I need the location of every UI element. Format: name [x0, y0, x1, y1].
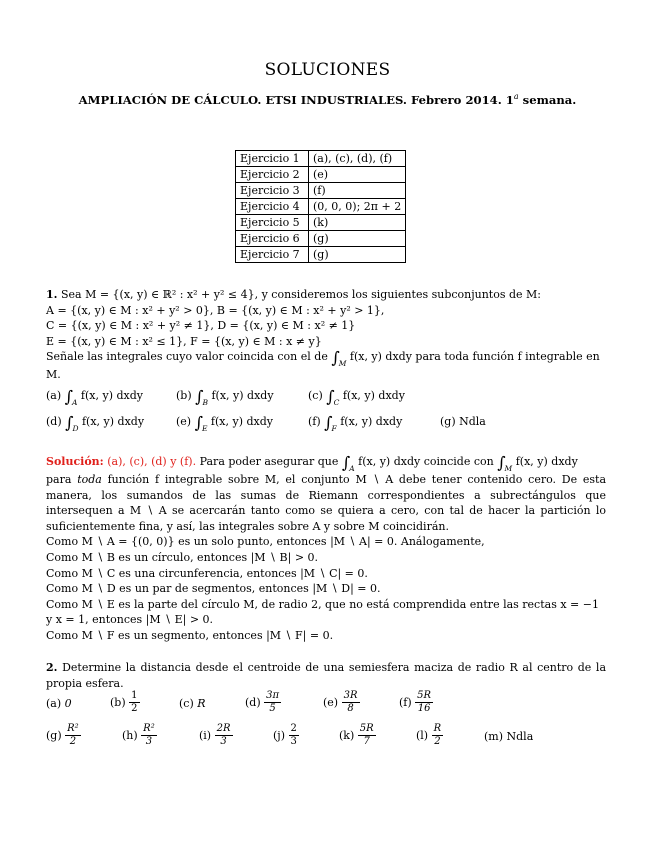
integral-subscript: E — [201, 424, 208, 433]
exercise-label: Ejercicio 3 — [236, 183, 309, 199]
fraction-numerator: 5R — [359, 723, 374, 734]
integral-sign: ∫ — [195, 387, 204, 406]
exercise-answer: (g) — [309, 247, 406, 263]
exercise-answer: (e) — [309, 167, 406, 183]
exercise-label: Ejercicio 5 — [236, 215, 309, 231]
fraction-denominator: 2 — [65, 735, 81, 748]
fraction-numerator: R² — [67, 723, 79, 734]
option-g — [440, 414, 486, 430]
fraction — [289, 723, 299, 748]
solution-1-line: Como M ∖ A = {(0, 0)} es un solo punto, entonces |M ∖ A| = 0. Análogamente, — [46, 535, 485, 549]
option-label: (b) — [176, 389, 192, 402]
option-label: (c) — [308, 389, 323, 402]
fraction-denominator: 3 — [141, 735, 157, 748]
problem-2 — [46, 660, 606, 691]
option-value: R — [197, 697, 206, 710]
table-row — [236, 167, 406, 183]
options-row-2 — [46, 414, 606, 440]
integral-subscript: C — [333, 398, 340, 407]
problem-1-question-end: M. — [46, 368, 61, 382]
options-row-2 — [46, 723, 606, 756]
option-expr: f(x, y) dxdy — [207, 415, 273, 428]
solution-1-line: Como M ∖ F es un segmento, entonces |M ∖ F| = 0. — [46, 628, 334, 642]
option-expr: Ndla — [459, 415, 486, 428]
options-row-1 — [46, 690, 606, 723]
problem-1 — [46, 287, 606, 383]
solution-answer: (a), (c), (d) y (f). — [103, 455, 197, 468]
fraction-denominator: 3 — [290, 736, 297, 747]
paragraph-text: para — [46, 473, 78, 486]
fraction — [129, 690, 139, 715]
option-g — [46, 723, 81, 748]
solution-1-line: Como M ∖ E es la parte del círculo M, de radio 2, que no está comprendida entre las rectas x = −1 — [46, 597, 599, 611]
fraction-denominator: 7 — [358, 735, 376, 748]
option-label: (h) — [122, 728, 138, 742]
option-k — [339, 723, 376, 748]
option-label: (b) — [110, 695, 126, 709]
solution-text: f(x, y) dxdy — [512, 455, 578, 468]
solution-1-head — [46, 454, 606, 472]
option-e — [323, 690, 360, 715]
problem-1-options — [46, 388, 606, 440]
problem-1-number: 1. — [46, 288, 58, 301]
exercise-label: Ejercicio 1 — [236, 151, 309, 167]
problem-2-options — [46, 690, 606, 756]
integral-subscript: A — [349, 464, 355, 473]
integral-sign: ∫ — [65, 413, 74, 432]
problem-1-intro-text: Sea M = {(x, y) ∈ ℝ² : x² + y² ≤ 4}, y consideremos los siguientes subconjuntos de M: — [57, 288, 542, 301]
paragraph-text: función f integrable sobre M, el conjunto M ∖ A debe tener contenido cero. De esta manera, los sumandos de las sumas de Riemann correspondientes a subrectángulos que intersequen a M ∖ A se acercarán tanto como se quiera a cero, con tal de hacer la partición lo suficientemente fina, y así, las integrales sobre A y sobre M coincidirán. — [46, 473, 606, 533]
option-l — [416, 723, 443, 748]
option-label: (d) — [46, 415, 62, 428]
fraction-numerator: 3π — [266, 690, 280, 701]
option-label: (g) — [440, 415, 456, 428]
integral-subscript: M — [504, 464, 513, 473]
option-e — [176, 414, 273, 437]
option-expr: f(x, y) dxdy — [77, 389, 143, 402]
integral-subscript: A — [72, 398, 78, 407]
fraction-denominator: 5 — [264, 702, 281, 715]
subtitle-superscript: a — [513, 92, 519, 101]
exercise-label: Ejercicio 4 — [236, 199, 309, 215]
option-b — [110, 690, 140, 715]
fraction — [358, 723, 376, 748]
problem-2-statement — [46, 660, 606, 691]
fraction-numerator: 5R — [417, 690, 432, 701]
integral-sign: ∫ — [341, 453, 351, 472]
option-expr: f(x, y) dxdy — [207, 389, 274, 402]
fraction-numerator: 2 — [290, 723, 297, 734]
option-a — [46, 388, 143, 411]
table-row — [236, 231, 406, 247]
table-row — [236, 183, 406, 199]
problem-2-text: Determine la distancia desde el centroide de una semiesfera maciza de radio R al centro de la propia esfera. — [46, 661, 606, 690]
fraction — [342, 690, 360, 715]
option-f — [399, 690, 433, 715]
option-label: (k) — [339, 728, 355, 742]
options-row-1 — [46, 388, 606, 414]
fraction-numerator: R — [433, 723, 442, 734]
table-row — [236, 199, 406, 215]
fraction — [65, 723, 81, 748]
exercise-answer: (g) — [309, 231, 406, 247]
integral-sign: ∫ — [64, 387, 73, 406]
option-expr: f(x, y) dxdy — [336, 415, 403, 428]
solution-1-paragraph — [46, 472, 606, 534]
option-a — [46, 696, 72, 712]
integral-subscript: M — [338, 359, 347, 369]
integral-subscript: D — [72, 424, 79, 433]
table-row — [236, 215, 406, 231]
fraction-denominator: 2 — [131, 703, 138, 714]
fraction — [141, 723, 157, 748]
exercise-answer: (f) — [309, 183, 406, 199]
fraction-numerator: 1 — [131, 690, 138, 701]
fraction-numerator: R² — [143, 723, 155, 734]
answers-table — [235, 150, 406, 263]
option-label: (j) — [273, 728, 285, 742]
option-b — [176, 388, 274, 411]
option-expr: f(x, y) dxdy — [339, 389, 405, 402]
option-label: (i) — [199, 728, 212, 742]
option-label: (g) — [46, 728, 62, 742]
fraction-denominator: 2 — [432, 735, 444, 748]
integral-subscript: B — [202, 398, 208, 407]
option-d — [245, 690, 281, 715]
option-d — [46, 414, 144, 437]
fraction — [264, 690, 281, 715]
exercise-label: Ejercicio 7 — [236, 247, 309, 263]
table-row — [236, 151, 406, 167]
fraction — [432, 723, 444, 748]
option-f — [308, 414, 402, 437]
option-j — [273, 723, 299, 748]
option-label: (a) — [46, 697, 62, 710]
exercise-answer: (k) — [309, 215, 406, 231]
solution-1-line: Como M ∖ C es una circunferencia, entonces |M ∖ C| = 0. — [46, 566, 368, 580]
option-label: (e) — [176, 415, 192, 428]
option-c — [179, 696, 206, 712]
fraction-numerator: 3R — [343, 690, 358, 701]
option-label: (m) — [484, 730, 504, 743]
solution-text: Para poder asegurar que — [196, 455, 342, 468]
option-expr: f(x, y) dxdy — [78, 415, 145, 428]
exercise-label: Ejercicio 2 — [236, 167, 309, 183]
fraction-denominator: 16 — [415, 702, 433, 715]
solution-label: Solución: — [46, 455, 104, 468]
page-subtitle — [0, 92, 655, 107]
option-value: Ndla — [506, 730, 534, 743]
fraction-denominator: 8 — [342, 702, 360, 715]
table-row — [236, 247, 406, 263]
fraction — [215, 723, 233, 748]
solution-1-line: y x = 1, entonces |M ∖ E| > 0. — [46, 613, 214, 627]
solution-1 — [46, 454, 606, 644]
integral-sign: ∫ — [194, 413, 203, 432]
fraction-denominator: 3 — [215, 735, 233, 748]
problem-1-intro — [46, 287, 606, 303]
subtitle-tail: semana. — [518, 92, 577, 107]
fraction-numerator: 2R — [216, 723, 231, 734]
exercise-answer: (0, 0, 0); 2π + 2 — [309, 199, 406, 215]
fraction — [415, 690, 433, 715]
option-label: (c) — [179, 697, 194, 710]
option-label: (d) — [245, 695, 261, 709]
problem-1-sets-3: E = {(x, y) ∈ M : x² ≤ 1}, F = {(x, y) ∈ M : x ≠ y} — [46, 334, 322, 348]
problem-1-sets-1: A = {(x, y) ∈ M : x² + y² > 0}, B = {(x, y) ∈ M : x² + y² > 1}, — [46, 303, 385, 317]
option-label: (e) — [323, 695, 339, 709]
integral-subscript: F — [331, 424, 337, 433]
integral-sign: ∫ — [324, 413, 333, 432]
integral-sign: ∫ — [497, 453, 506, 472]
paragraph-emphasis: toda — [77, 473, 102, 486]
option-label: (f) — [399, 695, 412, 709]
page-title: SOLUCIONES — [264, 60, 391, 80]
integral-sign: ∫ — [326, 387, 335, 406]
option-label: (f) — [308, 415, 321, 428]
option-h — [122, 723, 157, 748]
solution-text: f(x, y) dxdy coincide con — [354, 455, 498, 468]
solution-1-line: Como M ∖ B es un círculo, entonces |M ∖ B| > 0. — [46, 550, 319, 564]
option-label: (l) — [416, 728, 429, 742]
exercise-answer: (a), (c), (d), (f) — [309, 151, 406, 167]
option-c — [308, 388, 405, 411]
question-text-a: Señale las integrales cuyo valor coincida con el de — [46, 350, 332, 364]
option-m — [484, 729, 533, 745]
subtitle-text: AMPLIACIÓN DE CÁLCULO. ETSI INDUSTRIALES. Febrero 2014. 1 — [78, 92, 514, 107]
solution-1-line: Como M ∖ D es un par de segmentos, entonces |M ∖ D| = 0. — [46, 582, 381, 596]
problem-2-number: 2. — [46, 661, 58, 674]
option-value: 0 — [64, 697, 72, 710]
problem-1-sets-2: C = {(x, y) ∈ M : x² + y² ≠ 1}, D = {(x, y) ∈ M : x² ≠ 1} — [46, 319, 356, 333]
question-text-b: f(x, y) dxdy para toda función f integrable en — [346, 350, 600, 364]
exercise-label: Ejercicio 6 — [236, 231, 309, 247]
option-i — [199, 723, 233, 748]
option-label: (a) — [46, 389, 62, 402]
problem-1-question — [46, 349, 606, 367]
integral-sign: ∫ — [331, 348, 340, 368]
